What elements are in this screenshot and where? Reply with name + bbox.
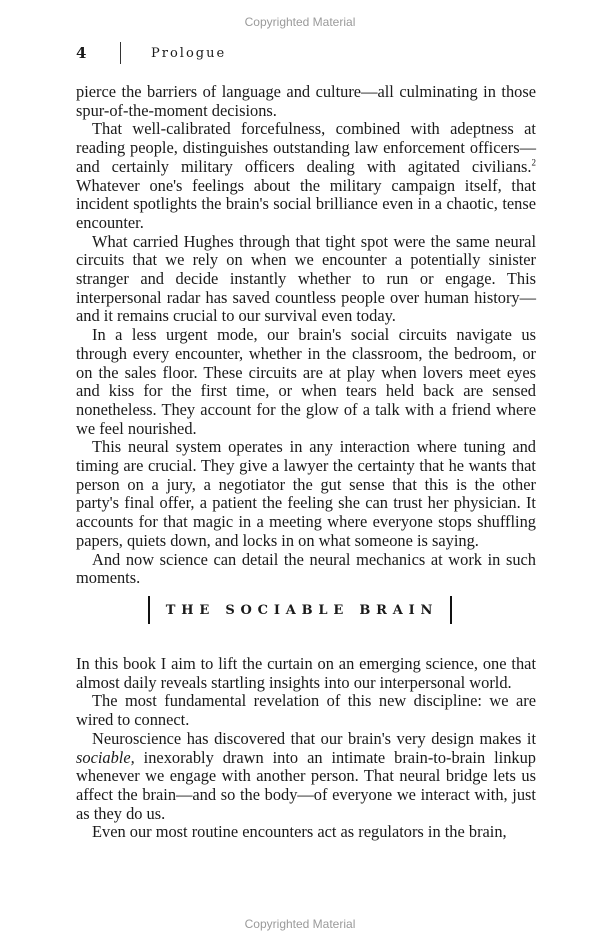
copyright-watermark-top: Copyrighted Material xyxy=(244,15,356,29)
section-heading xyxy=(0,596,600,624)
paragraph: In this book I aim to lift the curtain on an emerging science, one that almost daily reveals startling insights into our interpersonal world. xyxy=(76,654,536,692)
paragraph: What carried Hughes through that tight spot were the same neural circuits that we rely on when we encounter a potentially sinister stranger and decide instantly whether to run or engage. This interpersonal radar has saved countless people over human history—and it remains crucial to our survival even today. xyxy=(76,231,536,326)
paragraph-text: Neuroscience has discovered that our brain's very design makes it xyxy=(92,728,536,748)
page-number: 4 xyxy=(76,44,87,62)
paragraph xyxy=(76,120,536,232)
paragraph-text-continued: Whatever one's feelings about the military campaign itself, that incident spotlights the brain's social brilliance even in a chaotic, tense encounter. xyxy=(76,175,536,232)
paragraph: And now science can detail the neural mechanics at work in such moments. xyxy=(76,549,536,588)
section-title: THE SOCIABLE BRAIN xyxy=(165,602,439,618)
running-title: Prologue xyxy=(151,45,227,61)
copyright-watermark-bottom: Copyrighted Material xyxy=(244,917,356,931)
paragraph-text-continued: inexorably drawn into an intimate brain-to-brain linkup whenever we engage with another person. That neural bridge lets us affect the brain—and so the body—of everyone we interact with, just as they do us. xyxy=(76,747,536,823)
emphasized-word: sociable, xyxy=(76,747,135,767)
paragraph: Even our most routine encounters act as regulators in the brain, xyxy=(92,822,507,842)
paragraph-text: That well-calibrated forcefulness, combined with adeptness at reading people, distinguishes outstanding law enforcement officers—and certainly military officers dealing with agitated civilians. xyxy=(76,119,536,176)
paragraph: In a less urgent mode, our brain's social circuits navigate us through every encounter, whether in the classroom, the bedroom, or on the sales floor. These circuits are at play when lovers meet eyes and kiss for the first time, or when tears held back are sensed nonetheless. They account for the glow of a talk with a friend where we feel nourished. xyxy=(76,325,536,438)
running-head xyxy=(76,42,226,64)
paragraph: The most fundamental revelation of this new discipline: we are wired to connect. xyxy=(76,691,536,730)
body-text-upper xyxy=(76,83,536,588)
header-divider xyxy=(120,42,121,64)
footnote-marker: 2 xyxy=(531,157,536,168)
paragraph: pierce the barriers of language and culture—all culminating in those spur-of-the-moment decisions. xyxy=(76,82,536,120)
paragraph: This neural system operates in any interaction where tuning and timing are crucial. They give a lawyer the certainty that he wants that person on a jury, a negotiator the gut sense that this is the other party's final offer, a patient the feeling she can trust her physician. It accounts for that magic in a meeting where everyone stops shuffling papers, quiets down, and locks in on what someone is saying. xyxy=(76,437,536,550)
body-text-lower xyxy=(76,655,536,842)
paragraph xyxy=(76,730,536,824)
heading-bar-right xyxy=(450,596,452,624)
